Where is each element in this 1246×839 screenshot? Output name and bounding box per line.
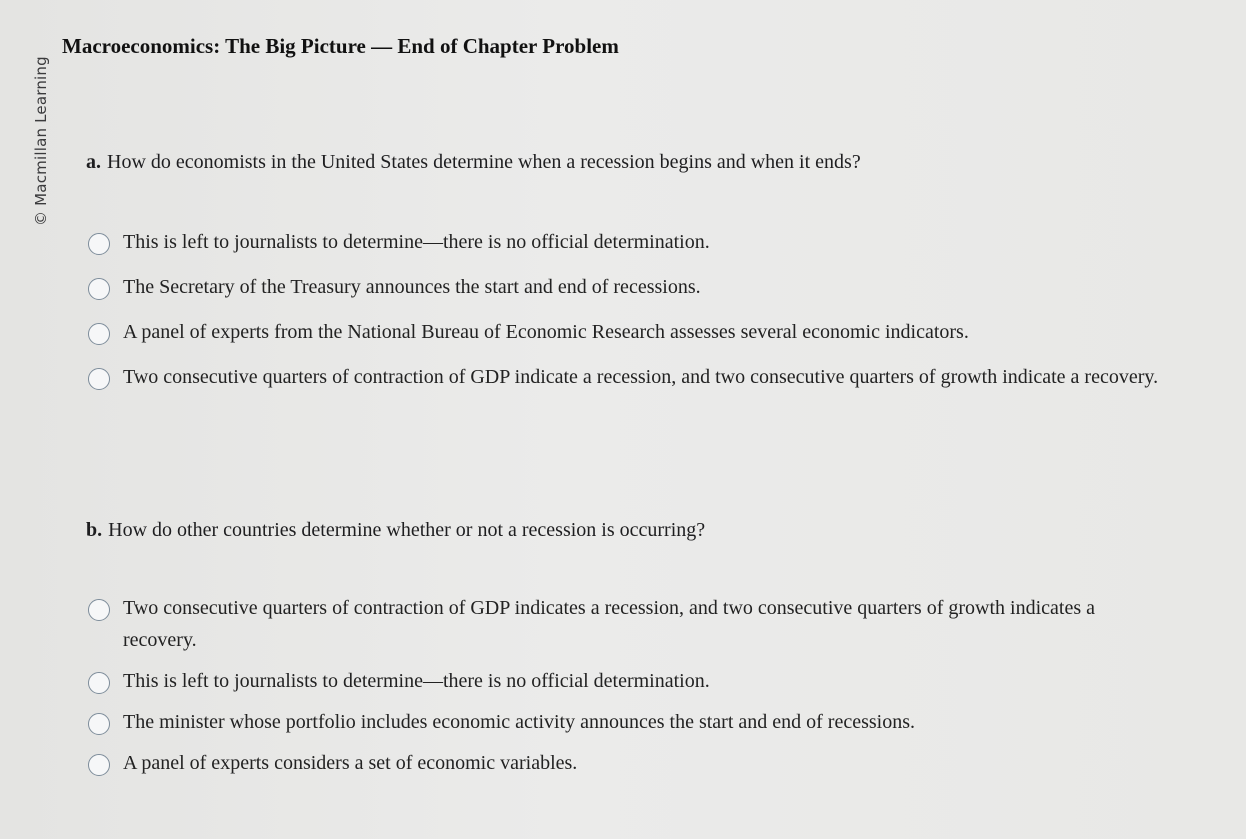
option-a3-label: A panel of experts from the National Bureau of Economic Research assesses several economic indicators.: [123, 321, 969, 343]
radio-button-b3[interactable]: [88, 713, 110, 735]
radio-button-b2[interactable]: [88, 672, 110, 694]
question-a: [86, 151, 861, 174]
option-b3[interactable]: [88, 711, 1218, 738]
page-title: Macroeconomics: The Big Picture — End of Chapter Problem: [62, 34, 619, 58]
radio-button-a3[interactable]: [88, 323, 110, 345]
copyright-credit: © Macmillan Learning: [32, 56, 50, 226]
question-b-options: [88, 597, 1218, 793]
question-a-text: How do economists in the United States determine when a recession begins and when it ends?: [107, 151, 861, 173]
option-b2-label: This is left to journalists to determine—there is no official determination.: [123, 670, 710, 692]
question-a-options: [88, 231, 1218, 411]
radio-button-b4[interactable]: [88, 754, 110, 776]
option-a2-label: The Secretary of the Treasury announces the start and end of recessions.: [123, 276, 701, 298]
option-b4-label: A panel of experts considers a set of economic variables.: [123, 752, 578, 774]
question-b-label: b.: [86, 519, 103, 541]
option-a3[interactable]: [88, 321, 1218, 348]
option-b2[interactable]: [88, 670, 1218, 697]
radio-button-b1[interactable]: [88, 599, 110, 621]
option-a4-label: Two consecutive quarters of contraction of GDP indicate a recession, and two consecutive quarters of growth indicate a recovery.: [123, 366, 1159, 388]
option-b1[interactable]: [88, 597, 1218, 656]
option-a4[interactable]: [88, 366, 1218, 393]
question-b: [86, 519, 705, 542]
question-a-label: a.: [86, 151, 101, 173]
option-b4[interactable]: [88, 752, 1218, 779]
option-a1[interactable]: [88, 231, 1218, 258]
option-b3-label: The minister whose portfolio includes economic activity announces the start and end of recessions.: [123, 711, 916, 733]
option-a1-label: This is left to journalists to determine—there is no official determination.: [123, 231, 710, 253]
question-b-text: How do other countries determine whether or not a recession is occurring?: [108, 519, 706, 541]
option-a2[interactable]: [88, 276, 1218, 303]
radio-button-a1[interactable]: [88, 233, 110, 255]
option-b1-label: Two consecutive quarters of contraction of GDP indicates a recession, and two consecutive quarters of growth indicates a recovery.: [123, 597, 1095, 651]
radio-button-a2[interactable]: [88, 278, 110, 300]
radio-button-a4[interactable]: [88, 368, 110, 390]
